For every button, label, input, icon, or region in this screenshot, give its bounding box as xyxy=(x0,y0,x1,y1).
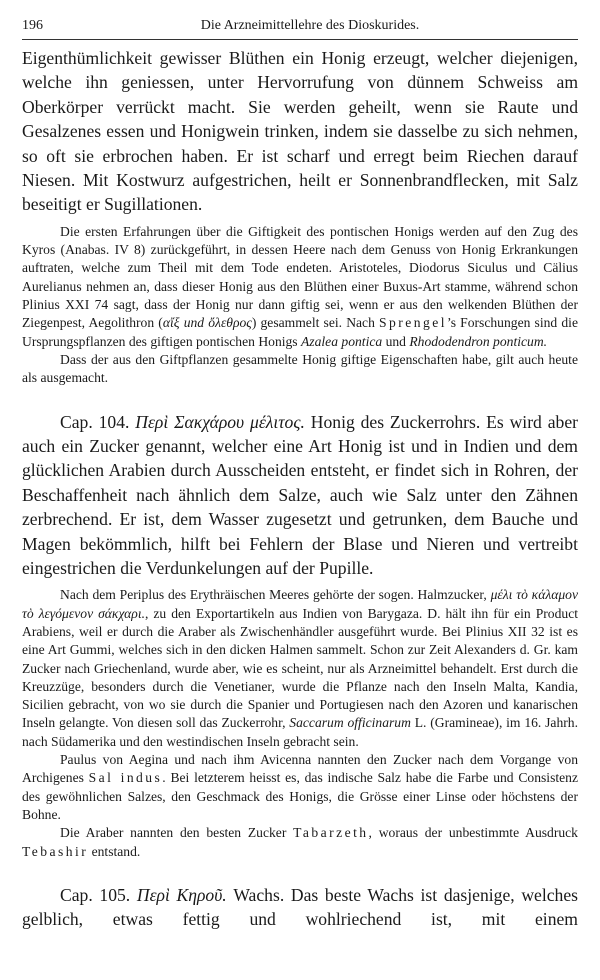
chapter-label: Cap. 104. xyxy=(60,411,130,432)
running-title: Die Arzneimittellehre des Dioskurides. xyxy=(200,18,420,33)
latin-term: Azalea pontica xyxy=(301,333,383,349)
spaced-term: Tebashir xyxy=(22,843,89,859)
latin-term: Saccarum officinarum xyxy=(289,715,411,731)
footnote-paragraph-5: Die Araber nannten den besten Zucker Tabarzeth, woraus der unbestimmte Ausdruck Tebashir entstand. xyxy=(22,825,578,859)
footnote-paragraph-2: Dass der aus den Giftpflanzen gesammelte Honig giftige Eigenschaften habe, gilt auch heute als ausgemacht. xyxy=(22,351,578,386)
chapter-text: Es wird aber auch ein Zucker genannt, welcher eine Art Honig ist und in Indien und dem glücklichen Arabien durch Ausscheiden entsteht, er findet sich in Rohren, der Beschaffenheit nach ähnlich dem Salze, auch wie Salz unter den Zähnen zerbrechend. Er ist, dem Wasser zugesetzt und getrunken, dem Bauche und Magen bekömmlich, hilft bei Fehlern der Blase und Nieren und vertreibt eingestrichen die Verdunkelungen auf der Pupille. xyxy=(22,411,578,578)
spaced-name-sprengel: Sprengel xyxy=(379,315,447,331)
body-paragraph-1: Eigenthümlichkeit gewisser Blüthen ein Honig erzeugt, welcher diejenigen, welche ihn geniessen, unter Hervorrufung von dünnem Schweiss am Oberkörper verrückt macht. Sie werden geheilt, wenn sie Raute und Gesalzenes essen und Honigwein trinken, indem sie dasselbe zu sich nehmen, so oft sie erbrochen haben. Er ist scharf und erregt beim Riechen darauf Niesen. Mit Kostwurz aufgestrichen, heilt er Sonnenbrandflecken, mit Salz beseitigt er Sugillationen. xyxy=(22,48,578,215)
chapter-greek-title: Περὶ Σακχάρου μέλιτος. xyxy=(135,411,305,432)
spaced-term: Tabarzeth xyxy=(293,825,369,841)
page-header xyxy=(22,18,578,40)
footnote-paragraph-4: Paulus von Aegina und nach ihm Avicenna nannten den Zucker nach dem Vorgange von Archigenes Sal indus. Bei letzterem heisst es, das indische Salz habe die Farbe und Consistenz des gewöhnlichen Salzes, den Geschmack des Honigs, die Grösse einer Linse oder höchstens der Bohne. xyxy=(22,752,578,822)
chapter-title: Honig des Zuckerrohrs. xyxy=(310,411,481,432)
footnote-paragraph-1: Die ersten Erfahrungen über die Giftigkeit des pontischen Honigs werden auf den Zug des Kyros (Anabas. IV 8) zurückgeführt, in dessen Heere nach dem Genuss von Honig Erkrankungen auftraten, welche zum Theil mit dem Tode endeten. Aristoteles, Diodorus Siculus und Cälius Aurelianus nehmen an, dass dieser Honig aus den Blüthen einer Buxus-Art stamme, während schon Plinius XXI 74 sagt, dass der Honig nur dann giftig sei, wenn er aus den welkenden Blüthen der Ziegenpest, Aegolithron (αἴξ und ὄλεθρος) gesammelt sei. Nach Sprengel’s Forschungen sind die Ursprungspflanzen des giftigen pontischen Honigs Azalea pontica und Rhododendron ponticum. xyxy=(22,223,578,349)
footnote-paragraph-3: Nach dem Periplus des Erythräischen Meeres gehörte der sogen. Halmzucker, μέλι τὸ κάλαμον τὸ λεγόμενον σάκχαρι., zu den Exportartikeln aus Indien von Barygaza. D. hält ihn für ein Product Arabiens, weil er durch die Araber als Zwischenhändler ausgeführt wurde. Bei Plinius XII 32 ist es eine Art Gummi, welches sich in den dicken Halmen sammelt. Schon zur Zeit Alexanders d. Gr. kam Zucker nach Griechenland, wurde aber, wie es scheint, nur als Arzneimittel behandelt. Erst durch die Kreuzzüge, besonders durch die Venetianer, wurde die Pflanze nach den Inseln Malta, Kandia, Sicilien gebracht, von wo sie durch die Spanier und Portugiesen nach den Azoren und kanarischen Inseln gelangte. Von diesen soll das Zuckerrohr, Saccarum officinarum L. (Gramineae), im 16. Jahrh. nach Südamerika und den westindischen Inseln gebracht sein. xyxy=(22,587,579,749)
page-number: 196 xyxy=(22,18,43,33)
latin-term: Rhododendron ponticum. xyxy=(409,333,548,349)
greek-term: μέλι τὸ κάλαμον τὸ λεγόμενον σάκχαρι. xyxy=(22,587,579,621)
greek-term: αἴξ und ὄλεθρος xyxy=(162,315,252,331)
chapter-text: Das beste Wachs ist dasjenige, welches gelblich, etwas fettig und wohlriechend ist, mit einem xyxy=(22,884,578,930)
chapter-title: Wachs. xyxy=(233,884,285,905)
chapter-104 xyxy=(22,410,578,581)
spaced-term: Sal indus xyxy=(88,770,163,786)
chapter-105 xyxy=(22,883,578,932)
chapter-greek-title: Περὶ Κηροῦ. xyxy=(136,884,227,905)
chapter-label: Cap. 105. xyxy=(60,884,131,905)
